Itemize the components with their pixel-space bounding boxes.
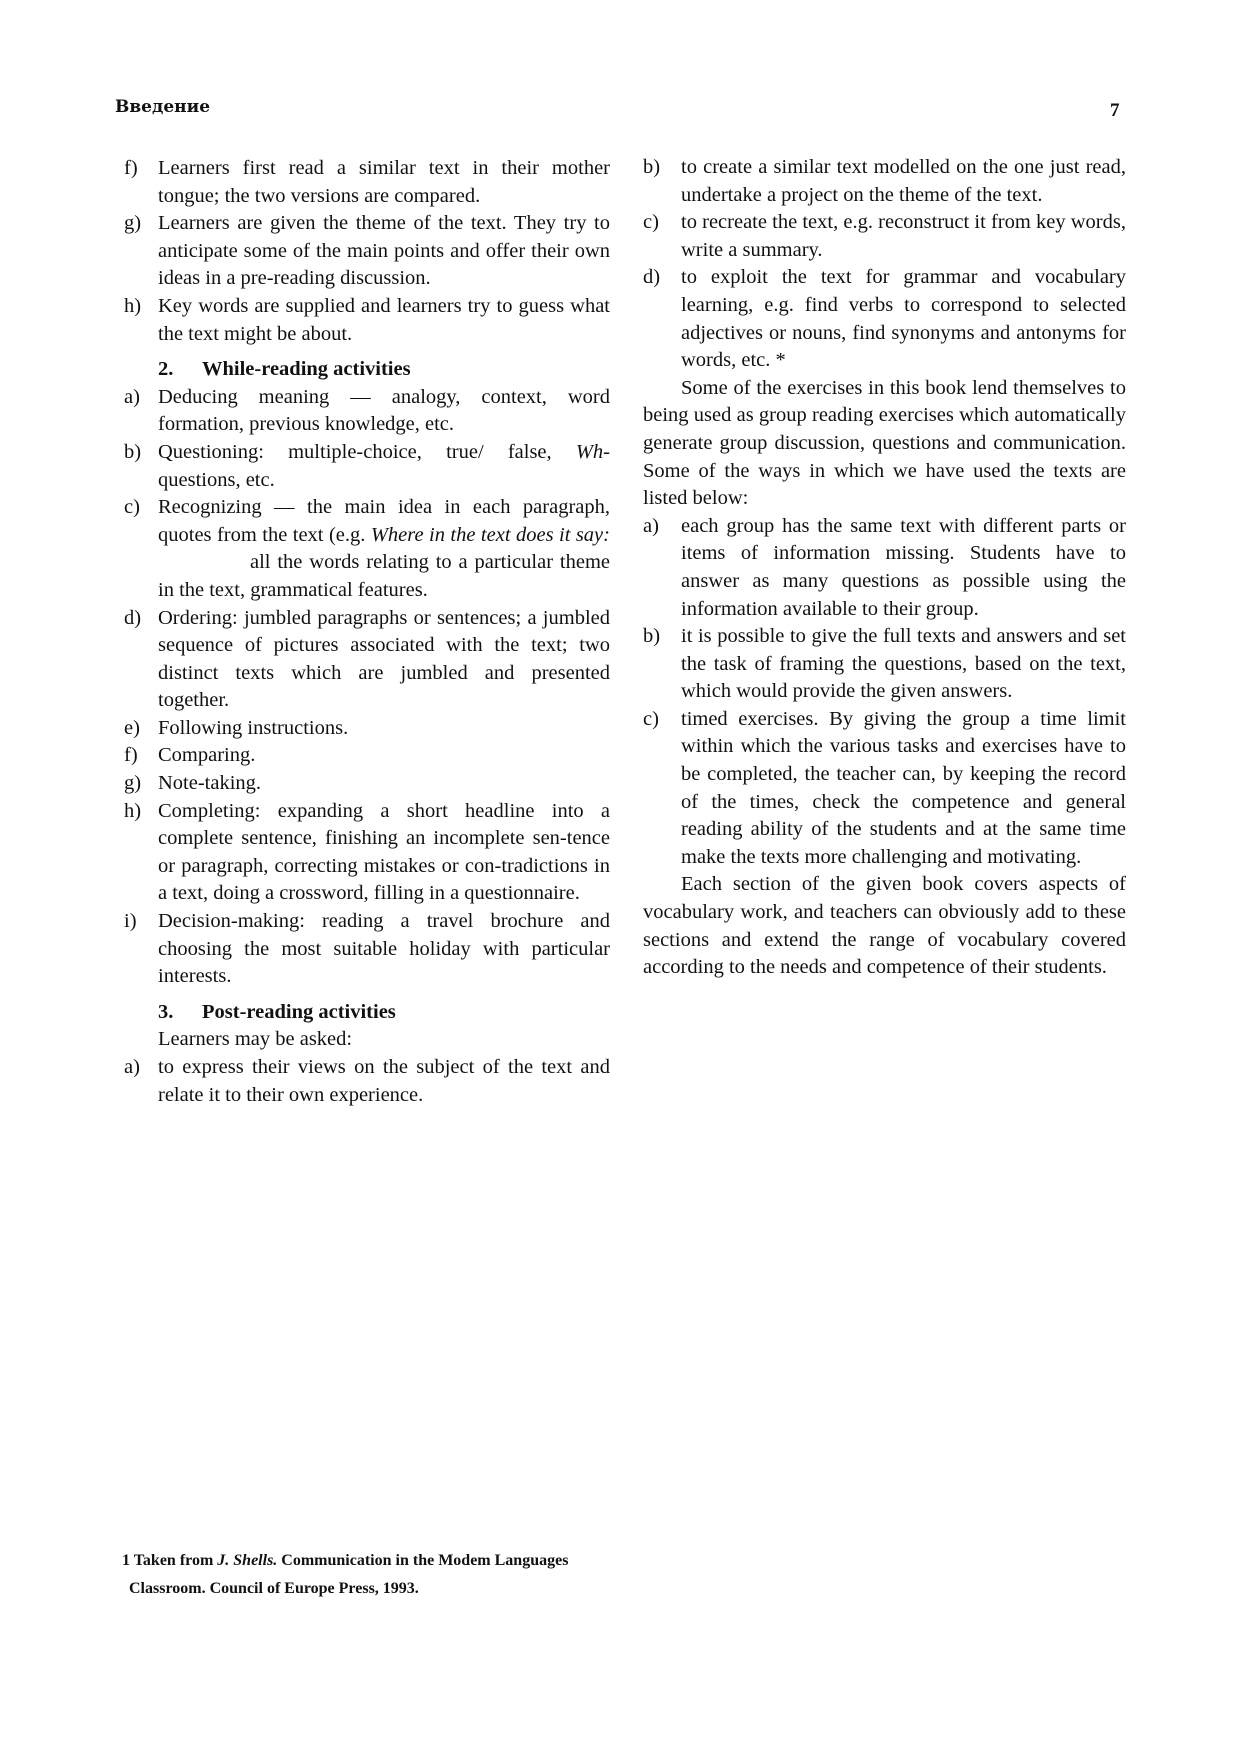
body-paragraph: Some of the exercises in this book lend themselves to being used as group reading exercises which automatically generate group discussion, questions and communication. Some of the ways in which we have used the texts are listed below: <box>643 376 1126 510</box>
list-item: c) to recreate the text, e.g. reconstruct it from key words, write a summary. <box>643 211 1126 261</box>
list-item: b) to create a similar text modelled on the one just read, undertake a project on the theme of the text. <box>643 156 1126 206</box>
body-paragraph: Each section of the given book covers aspects of vocabulary work, and teachers can obviously add to these sections and extend the range of vocabulary covered according to the needs and competence of their students. <box>643 873 1126 979</box>
list-item: e) Following instructions. <box>124 716 349 739</box>
list-item: g) Note-taking. <box>124 772 262 795</box>
section-heading-while-reading: 2. While-reading activities <box>158 358 411 381</box>
list-item: g) Learners are given the theme of the text. They try to anticipate some of the main points and offer their own ideas in a pre-reading discussion. <box>124 212 610 290</box>
list-item: b) Questioning: multiple-choice, true/ false, Wh-questions, etc. <box>124 440 610 491</box>
list-item: a) each group has the same text with different parts or items of information missing. Students have to answer as many questions as possible using the information available to their group. <box>643 514 1126 620</box>
section-heading-post-reading: 3. Post-reading activities <box>158 1000 396 1023</box>
list-item: i) Decision-making: reading a travel brochure and choosing the most suitable holiday with particular interests. <box>124 910 610 988</box>
post-reading-intro: Learners may be asked: <box>158 1028 353 1051</box>
list-item: b) it is possible to give the full texts and answers and set the task of framing the questions, based on the text, which would provide the given answers. <box>643 625 1126 703</box>
list-item: a) to express their views on the subject of the text and relate it to their own experience. <box>124 1056 610 1106</box>
page-number: 7 <box>1110 100 1120 121</box>
footnote: 1 Taken from J. Shells. Communication in the Modem Languages Classroom. Council of Europe Press, 1993. <box>122 1552 569 1597</box>
list-item: f) Comparing. <box>124 744 256 767</box>
list-item: d) Ordering: jumbled paragraphs or sentences; a jumbled sequence of pictures associated with the text; two distinct texts which are jumbled and presented together. <box>124 606 610 712</box>
running-header-section: Введение <box>115 97 211 117</box>
list-item: d) to exploit the text for grammar and vocabulary learning, e.g. find verbs to correspond to selected adjectives or nouns, find synonyms and antonyms for words, etc. * <box>643 266 1126 372</box>
list-item: f) Learners first read a similar text in their mother tongue; the two versions are compared. <box>124 157 610 207</box>
list-item: h) Key words are supplied and learners try to guess what the text might be about. <box>124 294 610 345</box>
right-column <box>643 154 1126 982</box>
list-item: a) Deducing meaning — analogy, context, word formation, previous knowledge, etc. <box>124 385 610 436</box>
list-item: c) Recognizing — the main idea in each paragraph, quotes from the text (e.g. Where in the text does it say:all the words relating to a particular theme in the text, grammatical features. <box>124 496 610 601</box>
list-item: c) timed exercises. By giving the group a time limit within which the various tasks and exercises have to be completed, the teacher can, by keeping the record of the times, check the competence and general reading ability of the students and at the same time make the texts more challenging and motivating. <box>643 707 1126 868</box>
list-item: h) Completing: expanding a short headline into a complete sentence, finishing an incomplete sen-tence or paragraph, correcting mistakes or con-tradictions in a text, doing a crossword, filling in a questionnaire. <box>124 799 610 905</box>
left-column <box>124 155 610 1109</box>
